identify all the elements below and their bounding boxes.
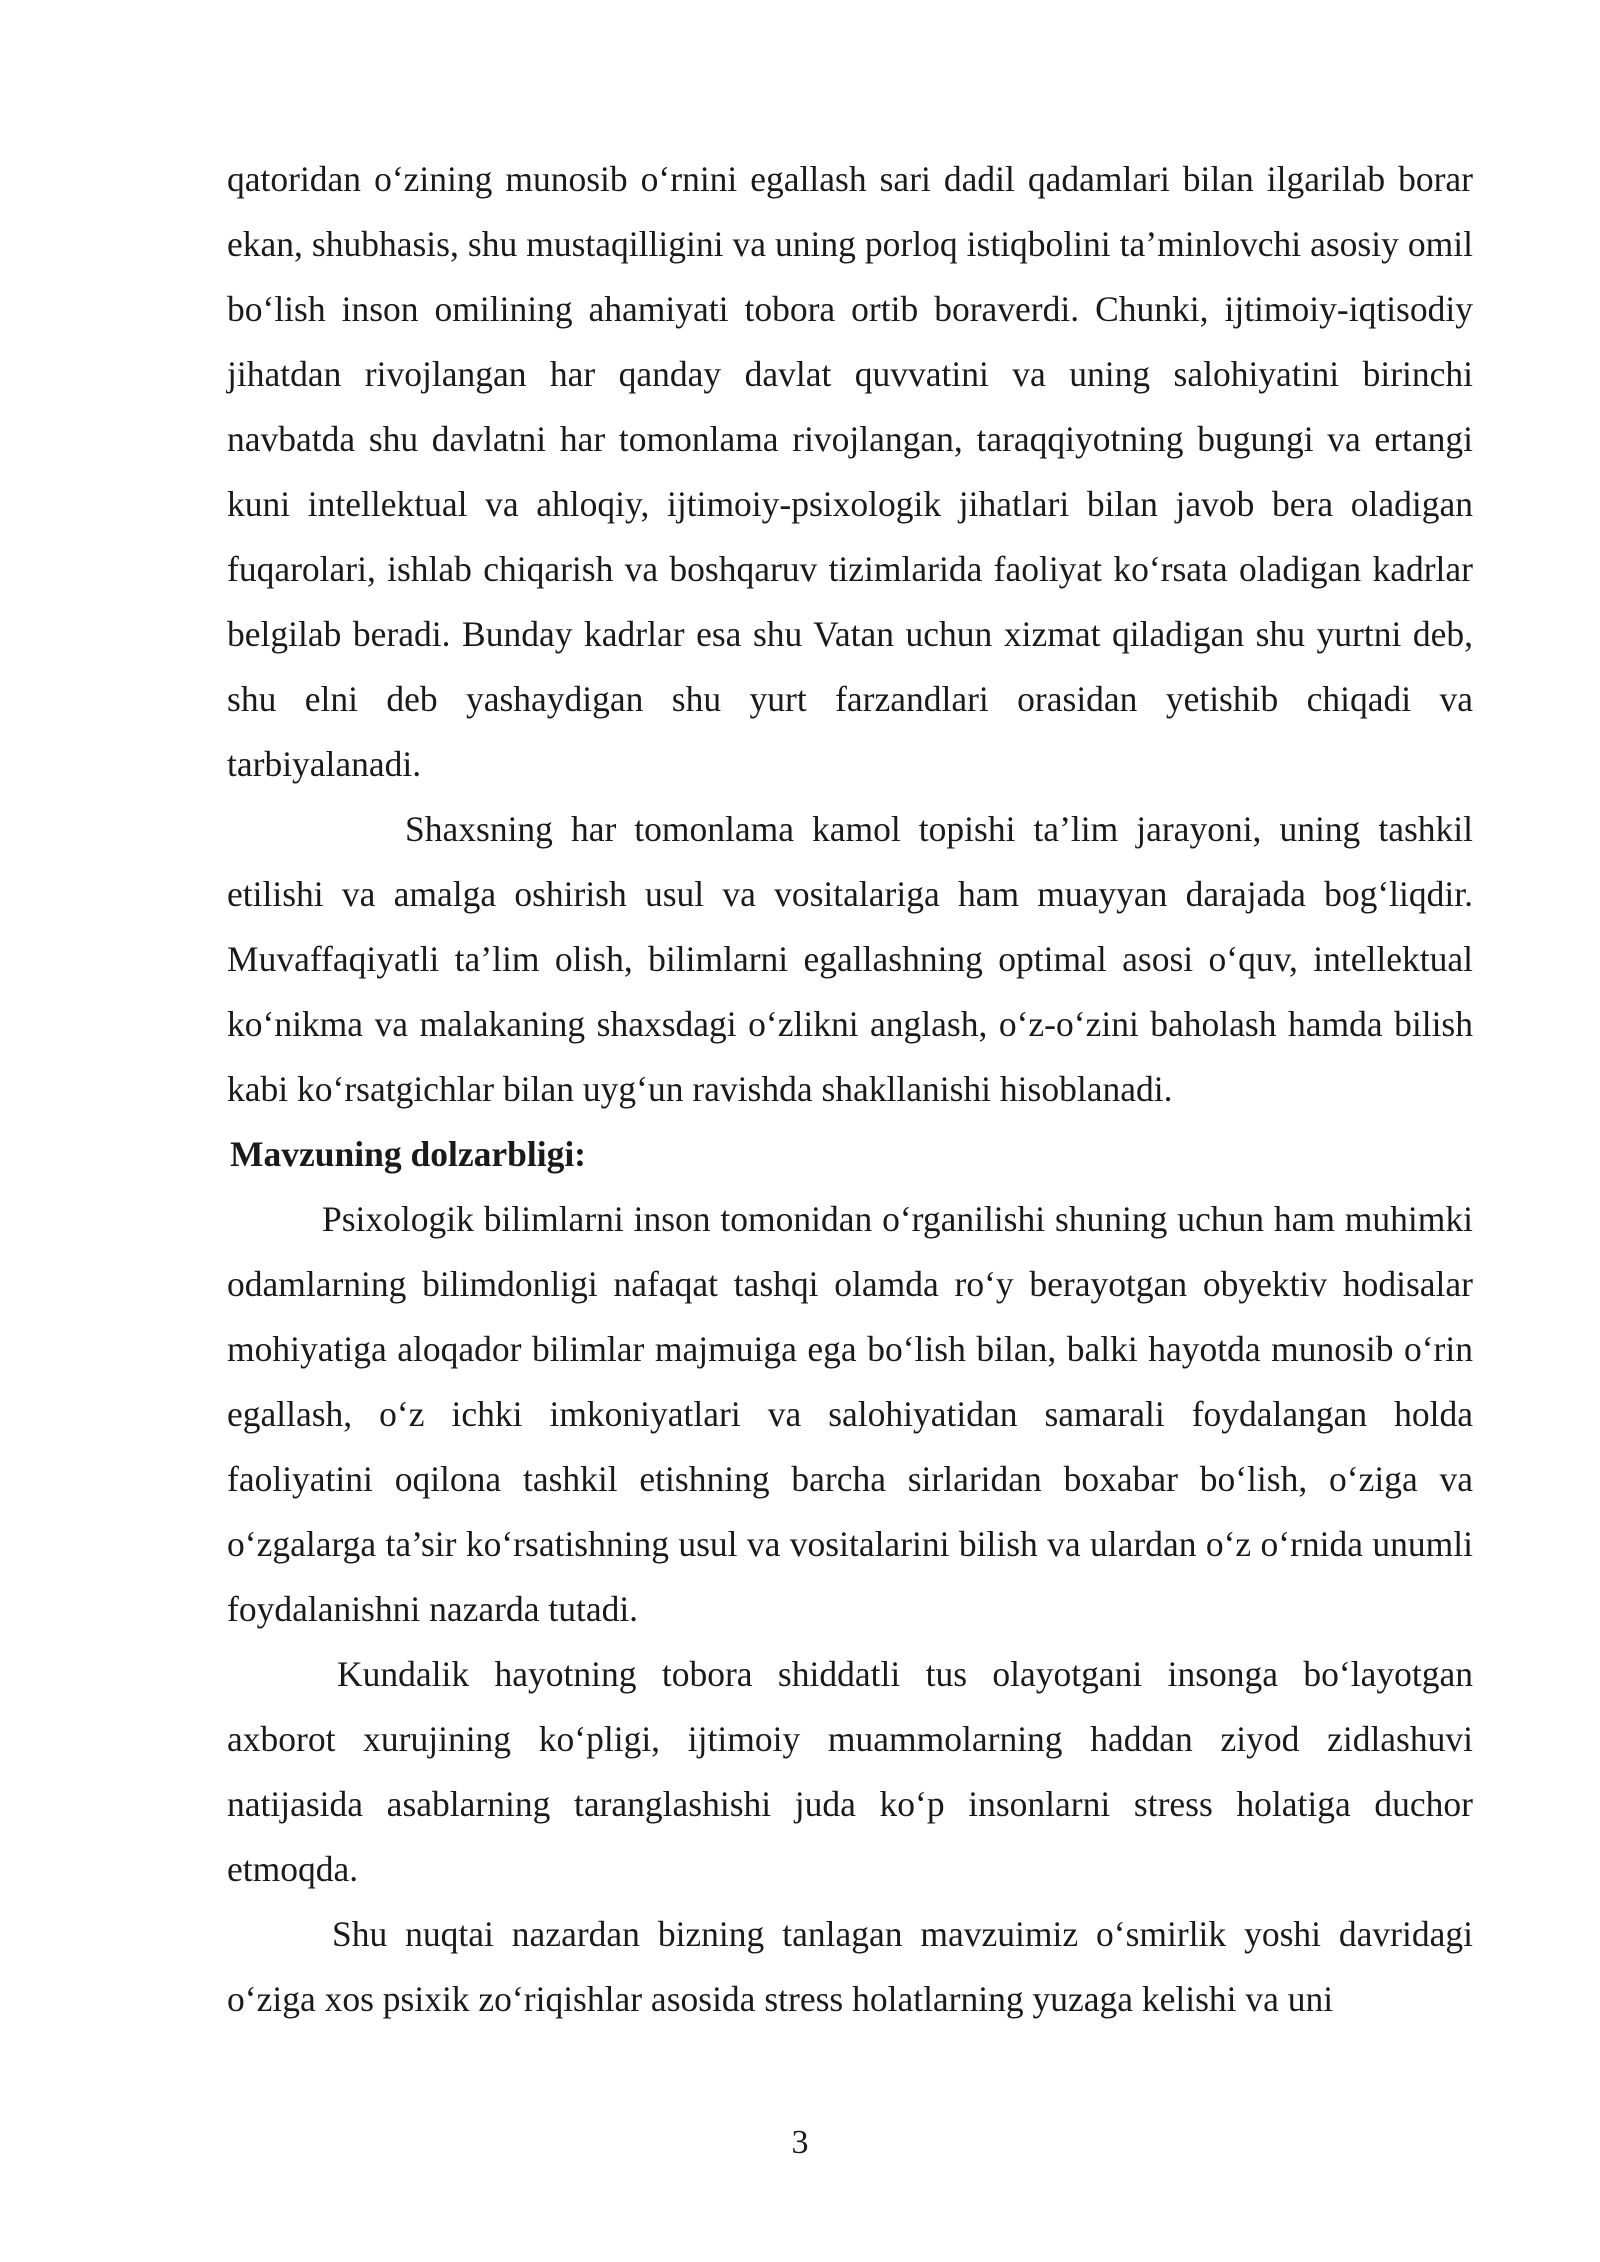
document-body [227, 147, 1473, 2032]
paragraph-personality-development: Shaxsning har tomonlama kamol topishi ta’lim jarayoni, uning tashkil etilishi va amalga oshirish usul va vositalariga ham muayyan darajada bog‘liqdir. Muvaffaqiyatli ta’lim olish, bilimlarni egallashning optimal asosi o‘quv, intellektual ko‘nikma va malakaning shaxsdagi o‘zlikni anglash, o‘z-o‘zini baholash hamda bilish kabi ko‘rsatgichlar bilan uyg‘un ravishda shakllanishi hisoblanadi. [227, 809, 1473, 1109]
paragraph-continuation: qatoridan o‘zining munosib o‘rnini egallash sari dadil qadamlari bilan ilgarilab borar ekan, shubhasis, shu mustaqilligini va uning porloq istiqbolini ta’minlovchi asosiy omil bo‘lish inson omilining ahamiyati tobora ortib boraverdi. Chunki, ijtimoiy-iqtisodiy jihatdan rivojlangan har qanday davlat quvvatini va uning salohiyatini birinchi navbatda shu davlatni har tomonlama rivojlangan, taraqqiyotning bugungi va ertangi kuni intellektual va ahloqiy, ijtimoiy-psixologik jihatlari bilan javob bera oladigan fuqarolari, ishlab chiqarish va boshqaruv tizimlarida faoliyat ko‘rsata oladigan kadrlar belgilab beradi. Bunday kadrlar esa shu Vatan uchun xizmat qiladigan shu yurtni deb, shu elni deb yashaydigan shu yurt farzandlari orasidan yetishib chiqadi va tarbiyalanadi. [227, 159, 1473, 784]
paragraph-psychological-knowledge: Psixologik bilimlarni inson tomonidan o‘rganilishi shuning uchun ham muhimki odamlarning bilimdonligi nafaqat tashqi olamda ro‘y berayotgan obyektiv hodisalar mohiyatiga aloqador bilimlar majmuiga ega bo‘lish bilan, balki hayotda munosib o‘rin egallash, o‘z ichki imkoniyatlari va salohiyatidan samarali foydalangan holda faoliyatini oqilona tashkil etishning barcha sirlaridan boxabar bo‘lish, o‘ziga va o‘zgalarga ta’sir ko‘rsatishning usul va vositalarini bilish va ulardan o‘z o‘rnida unumli foydalanishni nazarda tutadi. [227, 1199, 1473, 1629]
page-number: 3 [791, 2124, 809, 2161]
section-heading: Mavzuning dolzarbligi: [230, 1134, 587, 1174]
paragraph-chosen-topic: Shu nuqtai nazardan bizning tanlagan mavzuimiz o‘smirlik yoshi davridagi o‘ziga xos psixik zo‘riqishlar asosida stress holatlarning yuzaga kelishi va uni [227, 1914, 1473, 2019]
paragraph-daily-life-stress: Kundalik hayotning tobora shiddatli tus olayotgani insonga bo‘layotgan axborot xurujining ko‘pligi, ijtimoiy muammolarning haddan ziyod zidlashuvi natijasida asablarning taranglashishi juda ko‘p insonlarni stress holatiga duchor etmoqda. [227, 1654, 1473, 1889]
